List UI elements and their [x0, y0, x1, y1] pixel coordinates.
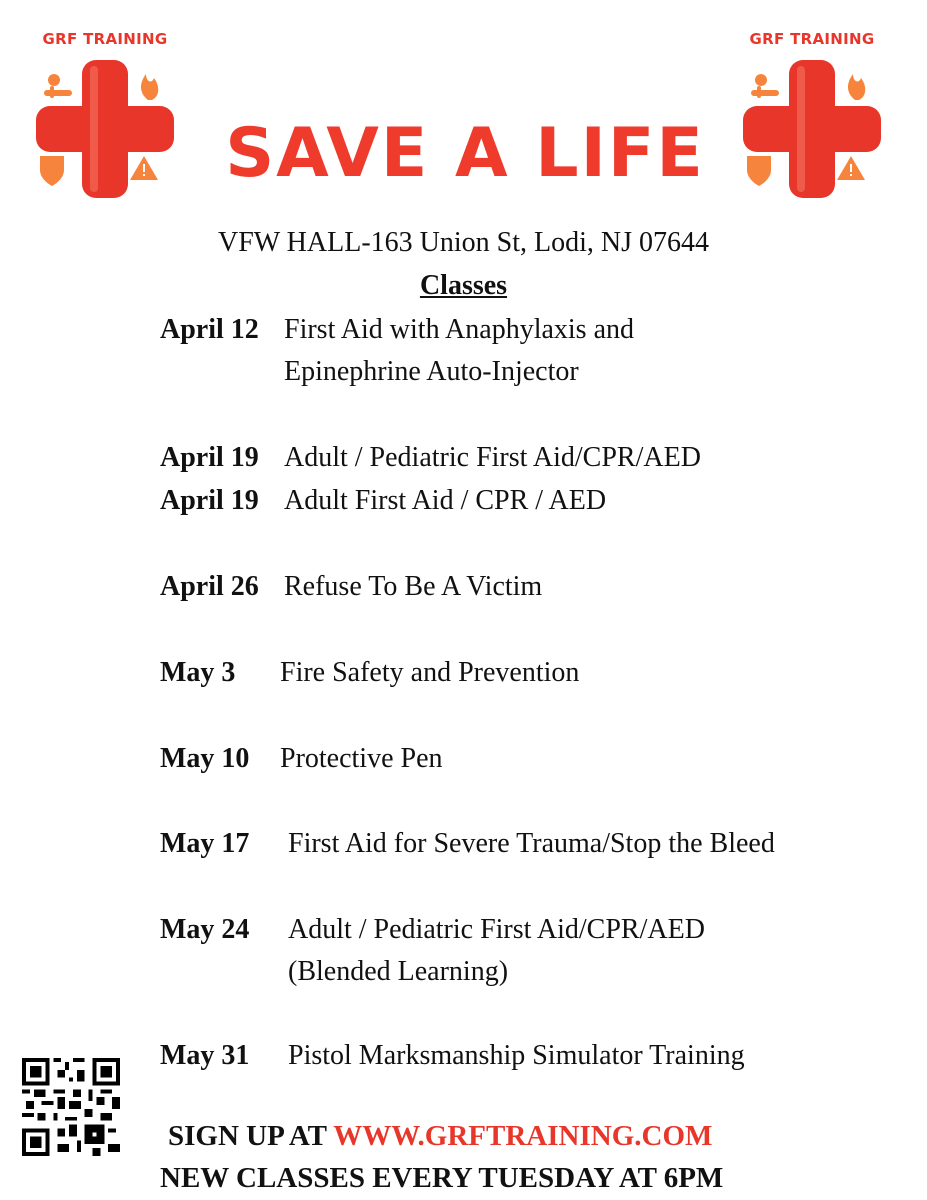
logo-text: GRF TRAINING: [749, 30, 875, 48]
class-date: May 17: [160, 828, 250, 859]
class-title: First Aid with Anaphylaxis and: [284, 314, 634, 345]
class-date: May 3: [160, 657, 236, 688]
warning-icon: [837, 156, 865, 180]
signup-prefix: SIGN UP AT: [168, 1120, 327, 1152]
class-title-line2: Epinephrine Auto-Injector: [284, 356, 579, 387]
venue-address: VFW HALL-163 Union St, Lodi, NJ 07644: [217, 227, 710, 258]
fire-icon: [848, 74, 865, 100]
class-title: Adult / Pediatric First Aid/CPR/AED: [288, 914, 705, 945]
class-title: Adult First Aid / CPR / AED: [284, 485, 607, 516]
class-title: First Aid for Severe Trauma/Stop the Bleed: [288, 828, 775, 859]
signup-line: [168, 1120, 712, 1153]
classes-heading: Classes: [419, 270, 508, 301]
class-date: May 24: [160, 914, 250, 945]
class-date: April 26: [160, 571, 259, 602]
class-title: Refuse To Be A Victim: [284, 571, 543, 602]
logo-text: GRF TRAINING: [42, 30, 168, 48]
cpr-person-icon: [44, 74, 72, 98]
cpr-person-icon: [751, 74, 779, 98]
class-date: April 19: [160, 485, 259, 516]
grf-logo-left: [30, 30, 180, 200]
headline: SAVE A LIFE: [225, 114, 705, 193]
class-title: Pistol Marksmanship Simulator Training: [288, 1040, 745, 1071]
class-title-line2: (Blended Learning): [288, 956, 509, 987]
shield-icon: [747, 156, 771, 186]
shield-icon: [40, 156, 64, 186]
qr-code[interactable]: [22, 1058, 120, 1156]
class-title: Adult / Pediatric First Aid/CPR/AED: [284, 442, 701, 473]
class-title: Protective Pen: [280, 743, 443, 774]
signup-url-link[interactable]: WWW.GRFTRAINING.COM: [333, 1120, 713, 1152]
grf-logo-right: [737, 30, 887, 200]
class-title: Fire Safety and Prevention: [280, 657, 580, 688]
class-date: April 19: [160, 442, 259, 473]
class-date: May 31: [160, 1040, 250, 1071]
class-date: April 12: [160, 314, 259, 345]
fire-icon: [141, 74, 158, 100]
red-cross-icon: [30, 52, 180, 202]
warning-icon: [130, 156, 158, 180]
schedule-note: NEW CLASSES EVERY TUESDAY AT 6PM: [160, 1162, 724, 1194]
class-date: May 10: [160, 743, 250, 774]
red-cross-icon: [737, 52, 887, 202]
